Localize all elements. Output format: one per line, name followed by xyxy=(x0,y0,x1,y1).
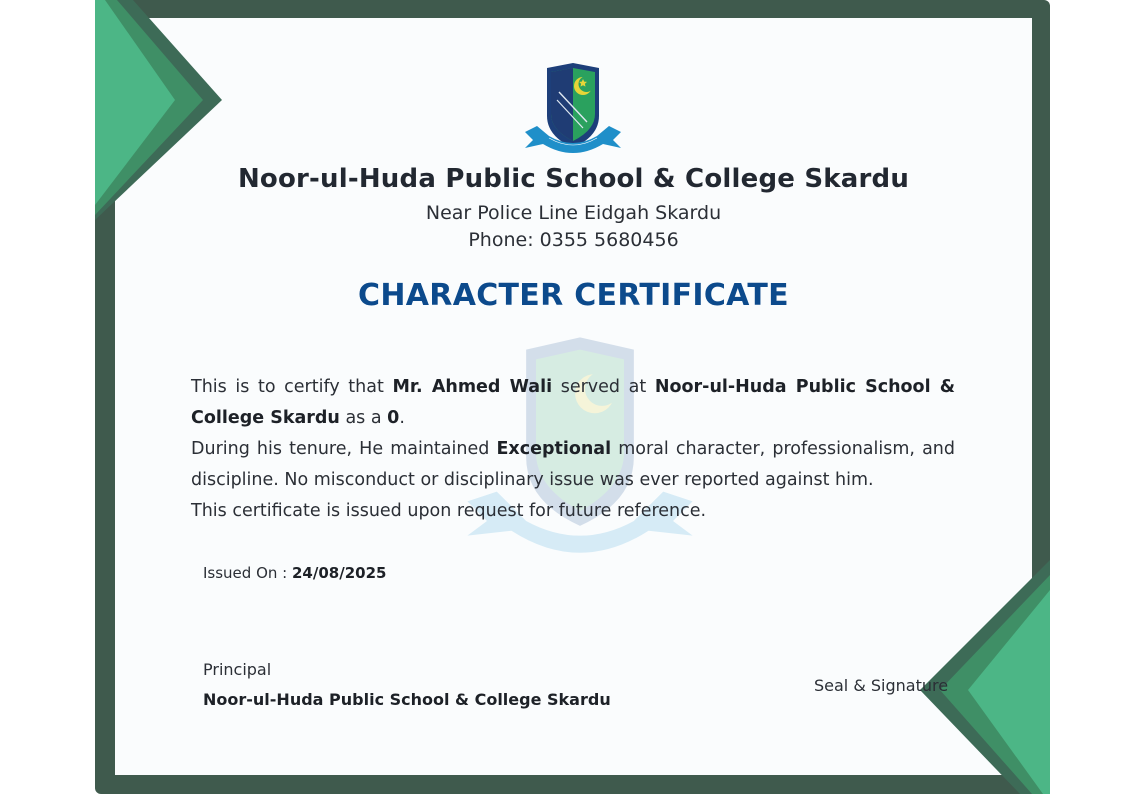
school-phone: Phone: 0355 5680456 xyxy=(468,229,679,251)
principal-label: Principal xyxy=(203,660,272,679)
school-address: Near Police Line Eidgah Skardu xyxy=(425,202,722,224)
corner-decoration-top-left xyxy=(95,0,235,230)
person-role: 0 xyxy=(387,408,400,428)
seal-signature-label: Seal & Signature xyxy=(814,676,949,695)
para2-intro: During his tenure, He maintained xyxy=(191,439,497,459)
para1-end: . xyxy=(399,408,405,428)
para1-as-a: as a xyxy=(339,408,388,428)
issued-label: Issued On : xyxy=(203,564,292,582)
issued-on xyxy=(203,564,386,582)
body-paragraph-2 xyxy=(191,434,955,496)
issued-date: 24/08/2025 xyxy=(291,564,387,582)
certificate-body xyxy=(191,372,955,527)
school-name-heading: Noor-ul-Huda Public School & College Skardu xyxy=(237,164,910,194)
body-paragraph-1 xyxy=(191,372,955,434)
para2-rest: moral character, professionalism, and discipline. No misconduct or disciplinary issue was ever reported against him. xyxy=(191,439,955,490)
principal-school-name: Noor-ul-Huda Public School & College Skardu xyxy=(203,690,611,709)
certificate-title: CHARACTER CERTIFICATE xyxy=(358,278,789,313)
para1-intro: This is to certify that xyxy=(191,377,393,397)
para1-served-at: served at xyxy=(552,377,655,397)
character-quality: Exceptional xyxy=(496,439,612,459)
body-school-name: Noor-ul-Huda Public School & College Skardu xyxy=(191,377,955,428)
school-crest-logo xyxy=(521,62,625,158)
body-paragraph-3: This certificate is issued upon request for future reference. xyxy=(191,501,707,521)
person-name: Mr. Ahmed Wali xyxy=(392,377,553,397)
